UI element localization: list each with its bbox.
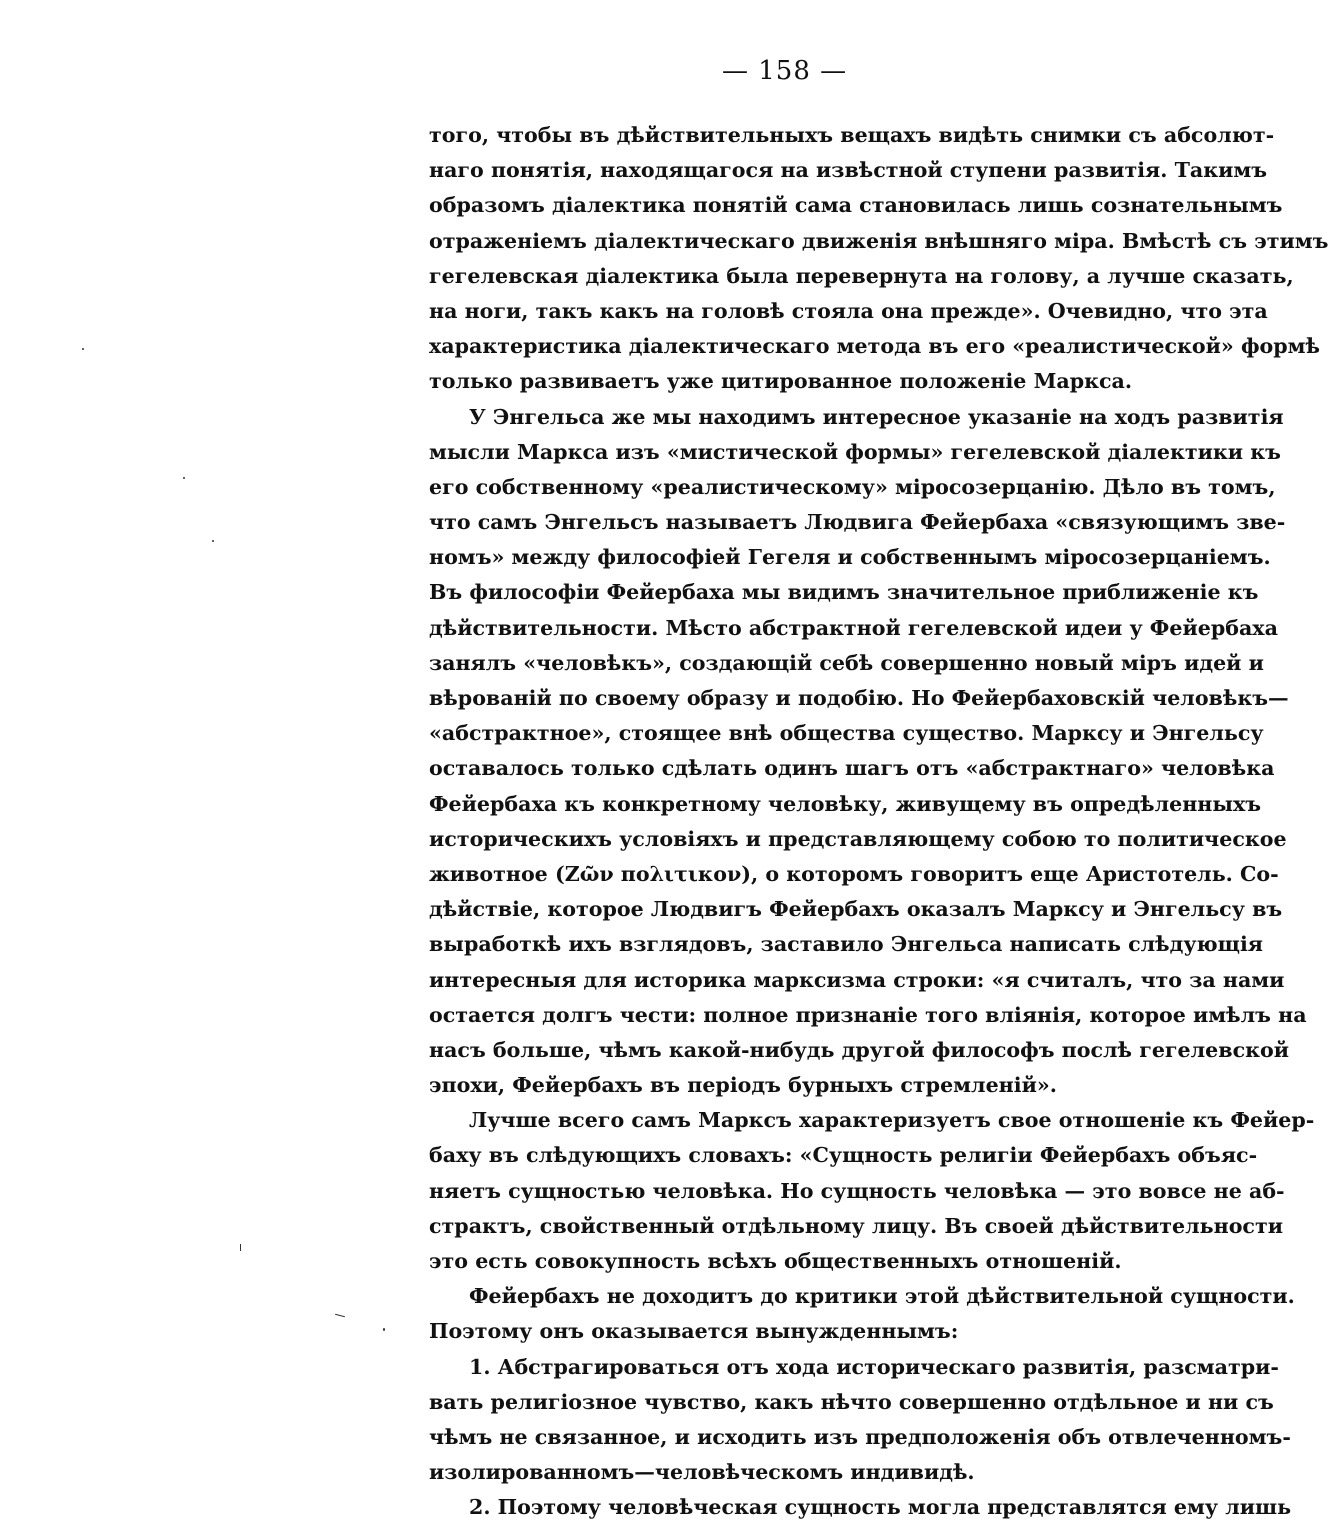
- scan-speck: [240, 1244, 241, 1251]
- text-line: страктъ, свойственный отдѣльному лицу. Въ своей дѣйствительности: [429, 1213, 1284, 1238]
- text-line: это есть совокупность всѣхъ общественныхъ отношеній.: [429, 1249, 1122, 1273]
- text-line: занялъ «человѣкъ», создающій себѣ совершенно новый міръ идей и: [429, 650, 1264, 675]
- text-line: на ноги, такъ какъ на головѣ стояла она прежде». Очевидно, что эта: [429, 298, 1268, 323]
- text-line: чѣмъ не связанное, и исходить изъ предположенія объ отвлеченномъ-: [429, 1424, 1291, 1449]
- text-line: 1. Абстрагироваться отъ хода историческаго развитія, разсматри-: [469, 1354, 1279, 1379]
- text-line: его собственному «реалистическому» міросозерцанію. Дѣло въ томъ,: [429, 474, 1276, 499]
- text-line: Фейербахъ не доходитъ до критики этой дѣйствительной сущности.: [469, 1284, 1295, 1309]
- scan-speck: [335, 1314, 345, 1318]
- text-line: только развиваетъ уже цитированное положеніе Маркса.: [429, 369, 1133, 394]
- text-line: дѣйствіе, которое Людвигъ Фейербахъ оказалъ Марксу и Энгельсу въ: [429, 897, 1283, 922]
- text-line: Лучше всего самъ Марксъ характеризуетъ свое отношеніе къ Фейер-: [469, 1108, 1315, 1133]
- text-line: гегелевская діалектика была перевернута на голову, а лучше сказать,: [429, 263, 1294, 288]
- text-line: отраженіемъ діалектическаго движенія внѣшняго міра. Вмѣстѣ съ этимъ: [429, 228, 1328, 253]
- text-line: животное (Ζῶν πολιτικον), о которомъ говоритъ еще Аристотель. Со-: [429, 861, 1279, 886]
- text-line: историческихъ условіяхъ и представляющему собою то политическое: [429, 826, 1287, 851]
- text-line: вать религіозное чувство, какъ нѣчто совершенно отдѣльное и ни съ: [429, 1389, 1274, 1414]
- text-line: мысли Маркса изъ «мистической формы» гегелевской діалектики къ: [429, 439, 1281, 464]
- scan-speck: [383, 1328, 385, 1331]
- text-line: дѣйствительности. Мѣсто абстрактной гегелевской идеи у Фейербаха: [429, 615, 1278, 640]
- text-line: Въ философіи Фейербаха мы видимъ значительное приближеніе къ: [429, 580, 1259, 605]
- text-line: У Энгельса же мы находимъ интересное указаніе на ходъ развитія: [469, 404, 1284, 429]
- text-line: образомъ діалектика понятій сама становилась лишь сознательнымъ: [429, 193, 1283, 218]
- text-line: эпохи, Фейербахъ въ періодъ бурныхъ стремленій».: [429, 1073, 1057, 1098]
- text-line: номъ» между философіей Гегеля и собственнымъ міросозерцаніемъ.: [429, 545, 1271, 570]
- text-line: того, чтобы въ дѣйствительныхъ вещахъ видѣть снимки съ абсолют-: [429, 123, 1275, 147]
- text-line: выработкѣ ихъ взглядовъ, заставило Энгельса написать слѣдующія: [429, 932, 1263, 957]
- text-line: наго понятія, находящагося на извѣстной ступени развитія. Такимъ: [429, 158, 1268, 183]
- page-number: — 158 —: [722, 56, 848, 86]
- text-line: изолированномъ—человѣческомъ индивидѣ.: [429, 1460, 975, 1485]
- text-line: оставалось только сдѣлать одинъ шагъ отъ «абстрактнаго» человѣка: [429, 756, 1275, 781]
- text-line: 2. Поэтому человѣческая сущность могла представлятся ему лишь: [469, 1495, 1292, 1520]
- scan-speck: [212, 540, 214, 542]
- text-line: «абстрактное», стоящее внѣ общества существо. Марксу и Энгельсу: [429, 721, 1264, 746]
- text-line: характеристика діалектическаго метода въ его «реалистической» формѣ: [429, 334, 1321, 359]
- text-line: интересныя для историка марксизма строки: «я считалъ, что за нами: [429, 967, 1285, 992]
- text-line: баху въ слѣдующихъ словахъ: «Сущность религіи Фейербахъ объяс-: [429, 1143, 1258, 1168]
- text-line: Поэтому онъ оказывается вынужденнымъ:: [429, 1319, 959, 1344]
- text-line: остается долгъ чести: полное признаніе того вліянія, которое имѣлъ на: [429, 1002, 1307, 1027]
- text-line: насъ больше, чѣмъ какой-нибудь другой философъ послѣ гегелевской: [429, 1037, 1290, 1062]
- body-text: [429, 118, 1328, 1526]
- text-line: вѣрованій по своему образу и подобію. Но Фейербаховскій человѣкъ—: [429, 686, 1289, 710]
- text-line: няетъ сущностью человѣка. Но сущность человѣка — это вовсе не аб-: [429, 1178, 1285, 1203]
- scan-speck: [82, 348, 84, 350]
- text-line: Фейербаха къ конкретному человѣку, живущему въ опредѣленныхъ: [429, 791, 1262, 816]
- scan-speck: [183, 477, 185, 479]
- text-line: что самъ Энгельсъ называетъ Людвига Фейербаха «связующимъ зве-: [429, 510, 1286, 535]
